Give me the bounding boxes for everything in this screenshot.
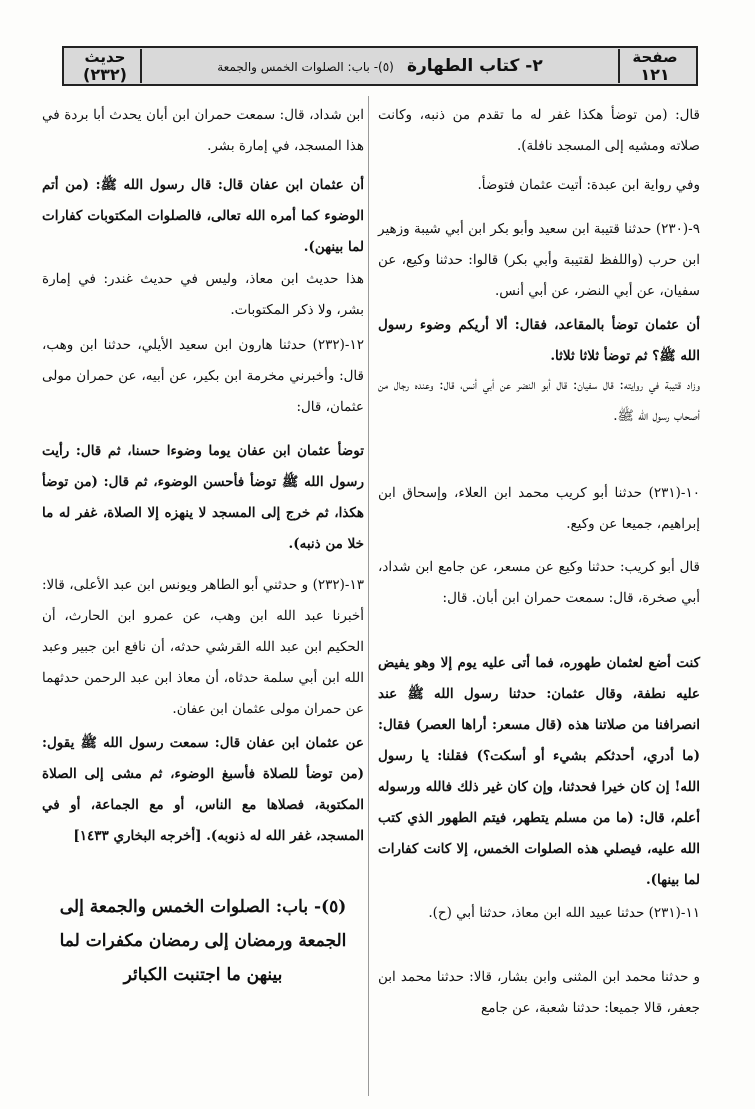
- hadith-matn: عن عثمان ابن عفان قال: سمعت رسول الله ﷺ يقول: (من توضأ للصلاة فأسبغ الوضوء، ثم مشى إلى الصلاة المكتوبة، فصلاها مع الناس، أو مع الجماعة، أو في المسجد، غفر الله له ذنوبه). [أخرجه البخاري ١٤٣٣]: [42, 735, 364, 844]
- hadith-isnad: ٩-(٢٣٠) حدثنا قتيبة ابن سعيد وأبو بكر ابن أبي شيبة وزهير ابن حرب (واللفظ لقتيبة وأبي بكر) قالوا: حدثنا وكيع، عن سفيان، عن أبي النضر، عن أبي أنس.: [378, 221, 700, 299]
- chapter-heading: (٥)- باب: الصلوات الخمس والجمعة إلى الجمعة ورمضان إلى رمضان مكفرات لما بينهن ما اجتنبت الكبائر: [59, 897, 347, 985]
- hadith-isnad: و حدثنا محمد ابن المثنى وابن بشار، قالا: حدثنا محمد ابن جعفر، قالا جميعا: حدثنا شعبة، عن جامع: [378, 969, 700, 1016]
- hadith-range: (٢٣٢): [83, 65, 127, 84]
- paragraph: قال: (من توضأ هكذا غفر له ما تقدم من ذنبه، وكانت صلاته ومشيه إلى المسجد نافلة).: [378, 107, 700, 154]
- column-divider: [368, 96, 369, 1096]
- page-label: صفحة: [632, 48, 678, 66]
- hadith-isnad: ١٢-(٢٣٢) حدثنا هارون ابن سعيد الأيلي، حدثنا ابن وهب، قال: وأخبرني مخرمة ابن بكير، عن أبيه، عن حمران مولى عثمان، قال:: [42, 337, 364, 415]
- paragraph: هذا حديث ابن معاذ، وليس في حديث غندر: في إمارة بشر، ولا ذكر المكتوبات.: [42, 271, 364, 318]
- hadith-isnad: ١١-(٢٣١) حدثنا عبيد الله ابن معاذ، حدثنا أبي (ح).: [428, 905, 700, 921]
- chapter-title-header: (٥)- باب: الصلوات الخمس والجمعة: [217, 60, 394, 74]
- book-title: ٢- كتاب الطهارة: [406, 56, 543, 76]
- paragraph: وفي رواية ابن عبدة: أتيت عثمان فتوضأ.: [477, 177, 700, 193]
- hadith-label: حديث: [84, 48, 126, 66]
- hadith-matn: أن عثمان ابن عفان قال: قال رسول الله ﷺ: (من أتم الوضوء كما أمره الله تعالى، فالصلوات المكتوبات كفارات لما بينهن).: [42, 177, 364, 255]
- paragraph: قال أبو كريب: حدثنا وكيع عن مسعر، عن جامع ابن شداد، أبي صخرة، قال: سمعت حمران ابن أبان. قال:: [378, 559, 700, 606]
- hadith-isnad: ١٠-(٢٣١) حدثنا أبو كريب محمد ابن العلاء، وإسحاق ابن إبراهيم، جميعا عن وكيع.: [378, 485, 700, 532]
- paragraph: ابن شداد، قال: سمعت حمران ابن أبان يحدث أبا بردة في هذا المسجد، في إمارة بشر.: [42, 107, 364, 154]
- header-title: [154, 56, 606, 76]
- hadith-matn: أن عثمان توضأ بالمقاعد، فقال: ألا أريكم وضوء رسول الله ﷺ؟ ثم توضأ ثلاثا ثلاثا.: [378, 317, 700, 364]
- page-number: ١٢١: [640, 65, 670, 84]
- paragraph: وزاد قتيبة في روايته: قال سفيان: قال أبو النضر عن أبي أنس، قال: وعنده رجال من أصحاب رسول الله ﷺ.: [378, 377, 700, 424]
- page-number-box: [618, 49, 690, 83]
- hadith-matn: كنت أضع لعثمان طهوره، فما أتى عليه يوم إلا وهو يفيض عليه نطفة، وقال عثمان: حدثنا رسول الله ﷺ عند انصرافنا من صلاتنا هذه (قال مسعر: أراها العصر) فقال: (ما أدري، أحدثكم بشيء أو أسكت؟) فقلنا: يا رسول الله! إن كان خيرا فحدثنا، وإن كان غير ذلك فالله ورسوله أعلم، قال: (ما من مسلم يتطهر، فيتم الطهور الذي كتب الله عليه، فيصلي هذه الصلوات الخمس، إلا كانت كفارات لما بينها).: [378, 655, 700, 888]
- hadith-number-box: [70, 49, 142, 83]
- running-header: [62, 46, 698, 86]
- hadith-matn: توضأ عثمان ابن عفان يوما وضوءا حسنا، ثم قال: رأيت رسول الله ﷺ توضأ فأحسن الوضوء، ثم قال: (من توضأ هكذا، ثم خرج إلى المسجد لا ينهزه إلا الصلاة، غفر له ما خلا من ذنبه).: [42, 443, 364, 552]
- hadith-isnad: ١٣-(٢٣٢) و حدثني أبو الطاهر ويونس ابن عبد الأعلى، قالا: أخبرنا عبد الله ابن وهب، عن عمرو ابن الحارث، أن الحكيم ابن عبد الله القرشي حدثه، أن نافع ابن جبير وعبد الله ابن أبي سلمة حدثاه، أن معاذ ابن عبد الرحمن حدثهما عن حمران مولى عثمان ابن عفان.: [42, 577, 364, 717]
